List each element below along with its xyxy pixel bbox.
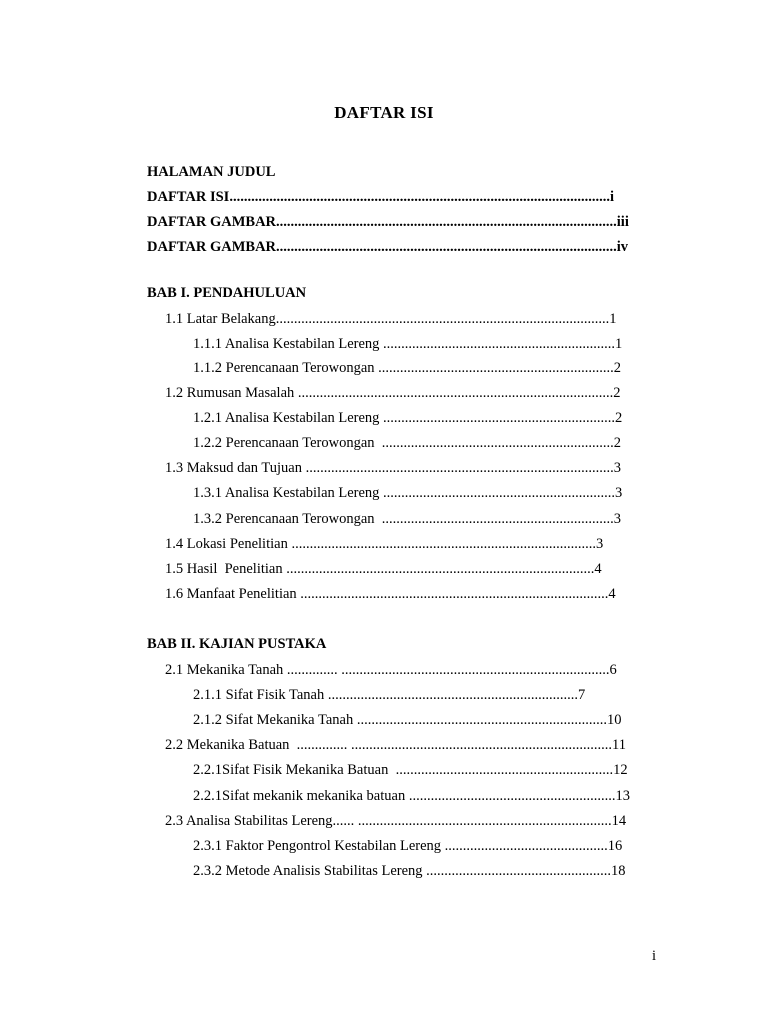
toc-entry-daftar-gambar-2: DAFTAR GAMBAR..............................................................................................iv: [147, 239, 629, 255]
toc-entry-1-1-2: 1.1.2 Perencanaan Terowongan .................................................................2: [193, 360, 622, 376]
toc-entry-2-2: 2.2 Mekanika Batuan .............. ........................................................................11: [165, 737, 627, 753]
toc-entry-daftar-isi: DAFTAR ISI.........................................................................................................i: [147, 189, 614, 205]
toc-chapter-bab-2: BAB II. KAJIAN PUSTAKA: [147, 636, 327, 652]
toc-entry-1-2: 1.2 Rumusan Masalah .......................................................................................2: [165, 385, 621, 401]
toc-chapter-bab-1: BAB I. PENDAHULUAN: [147, 285, 307, 301]
toc-entry-2-3-2: 2.3.2 Metode Analisis Stabilitas Lereng ...................................................18: [193, 863, 626, 879]
toc-entry-1-5: 1.5 Hasil Penelitian .....................................................................................4: [165, 561, 602, 577]
toc-entry-1-2-2: 1.2.2 Perencanaan Terowongan ................................................................2: [193, 435, 622, 451]
page-title: DAFTAR ISI: [334, 103, 434, 122]
toc-entry-1-3-2: 1.3.2 Perencanaan Terowongan ................................................................3: [193, 511, 622, 527]
toc-entry-2-3: 2.3 Analisa Stabilitas Lereng...... ......................................................................14: [165, 813, 627, 829]
toc-entry-1-3: 1.3 Maksud dan Tujuan .....................................................................................3: [165, 460, 621, 476]
toc-entry-1-1: 1.1 Latar Belakang............................................................................................1: [165, 311, 617, 327]
toc-entry-1-2-1: 1.2.1 Analisa Kestabilan Lereng ................................................................2: [193, 410, 623, 426]
toc-entry-1-6: 1.6 Manfaat Penelitian .....................................................................................4: [165, 586, 616, 602]
toc-entry-2-2-1a: 2.2.1Sifat Fisik Mekanika Batuan ............................................................12: [193, 762, 628, 778]
toc-entry-2-2-1b: 2.2.1Sifat mekanik mekanika batuan .........................................................13: [193, 788, 630, 804]
toc-entry-2-1: 2.1 Mekanika Tanah .............. ..........................................................................6: [165, 662, 617, 678]
toc-entry-1-3-1: 1.3.1 Analisa Kestabilan Lereng ................................................................3: [193, 485, 623, 501]
toc-entry-1-4: 1.4 Lokasi Penelitian ....................................................................................3: [165, 536, 604, 552]
toc-entry-1-1-1: 1.1.1 Analisa Kestabilan Lereng ................................................................1: [193, 336, 623, 352]
toc-entry-daftar-gambar-1: DAFTAR GAMBAR..............................................................................................iii: [147, 214, 629, 230]
toc-entry-2-3-1: 2.3.1 Faktor Pengontrol Kestabilan Lereng .............................................16: [193, 838, 623, 854]
page-number: i: [652, 948, 657, 964]
toc-entry-2-1-1: 2.1.1 Sifat Fisik Tanah .....................................................................7: [193, 687, 586, 703]
toc-entry-2-1-2: 2.1.2 Sifat Mekanika Tanah .....................................................................10: [193, 712, 622, 728]
toc-entry-halaman-judul: HALAMAN JUDUL: [147, 164, 276, 180]
